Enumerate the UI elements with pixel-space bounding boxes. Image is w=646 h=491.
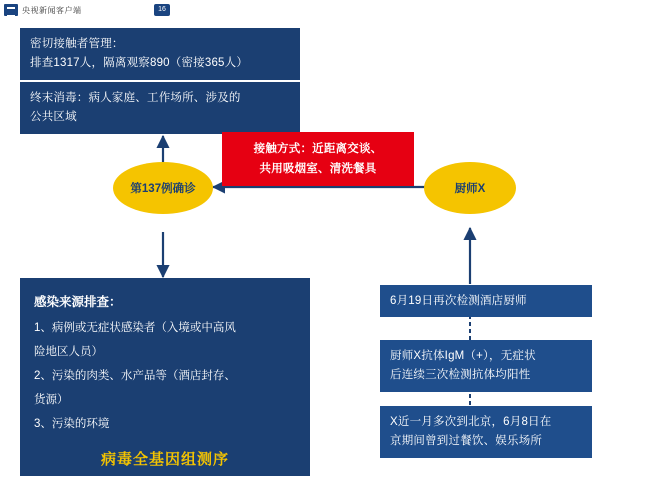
- chef-node-label: 厨师X: [454, 183, 486, 195]
- badge-count: 16: [154, 4, 170, 16]
- antibody-box: [380, 340, 592, 392]
- source-panel-footer: 病毒全基因组测序: [100, 451, 229, 468]
- antibody-line2: 后连续三次检测抗体均阳性: [390, 369, 531, 381]
- retest-box: [380, 285, 592, 317]
- source-panel-item5: 3、污染的环境: [34, 418, 110, 430]
- news-app-logo-icon: [4, 4, 18, 16]
- terminal-disinfection-line1: 终末消毒：病人家庭、工作场所、涉及的: [30, 92, 241, 104]
- source-panel-item4: 货源）: [34, 394, 69, 406]
- travel-box: [380, 406, 592, 458]
- case-node-label: 第137例确诊: [130, 183, 196, 195]
- source-panel-item3: 2、污染的肉类、水产品等（酒店封存、: [34, 370, 236, 382]
- app-topbar: [0, 0, 646, 21]
- contact-management-line2: 排查1317人，隔离观察890（密接365人）: [30, 57, 249, 69]
- travel-line2: 京期间曾到过餐饮、娱乐场所: [390, 435, 543, 447]
- diagram-canvas: [0, 20, 646, 491]
- antibody-line1: 厨师X抗体IgM（+），无症状: [390, 350, 536, 362]
- travel-line1: X近一月多次到北京，6月8日在: [390, 416, 552, 428]
- contact-management-line1: 密切接触者管理：: [30, 38, 124, 50]
- case-node: [113, 162, 213, 214]
- source-panel-item1: 1、病例或无症状感染者（入境或中高风: [34, 322, 236, 334]
- chef-node: [424, 162, 516, 214]
- app-title: 央视新闻客户端: [22, 5, 82, 15]
- terminal-disinfection-box: [20, 82, 300, 134]
- source-panel-item2: 险地区人员）: [34, 346, 103, 358]
- contact-mode-line2: 共用吸烟室、清洗餐具: [259, 163, 377, 175]
- contact-mode-line1: 接触方式：近距离交谈、: [253, 143, 383, 155]
- source-investigation-panel: [20, 278, 310, 476]
- retest-label: 6月19日再次检测酒店厨师: [390, 294, 527, 307]
- contact-mode-box: [222, 132, 414, 186]
- contact-management-box: [20, 28, 300, 80]
- source-panel-title: 感染来源排查：: [34, 295, 122, 309]
- terminal-disinfection-line2: 公共区域: [30, 111, 77, 123]
